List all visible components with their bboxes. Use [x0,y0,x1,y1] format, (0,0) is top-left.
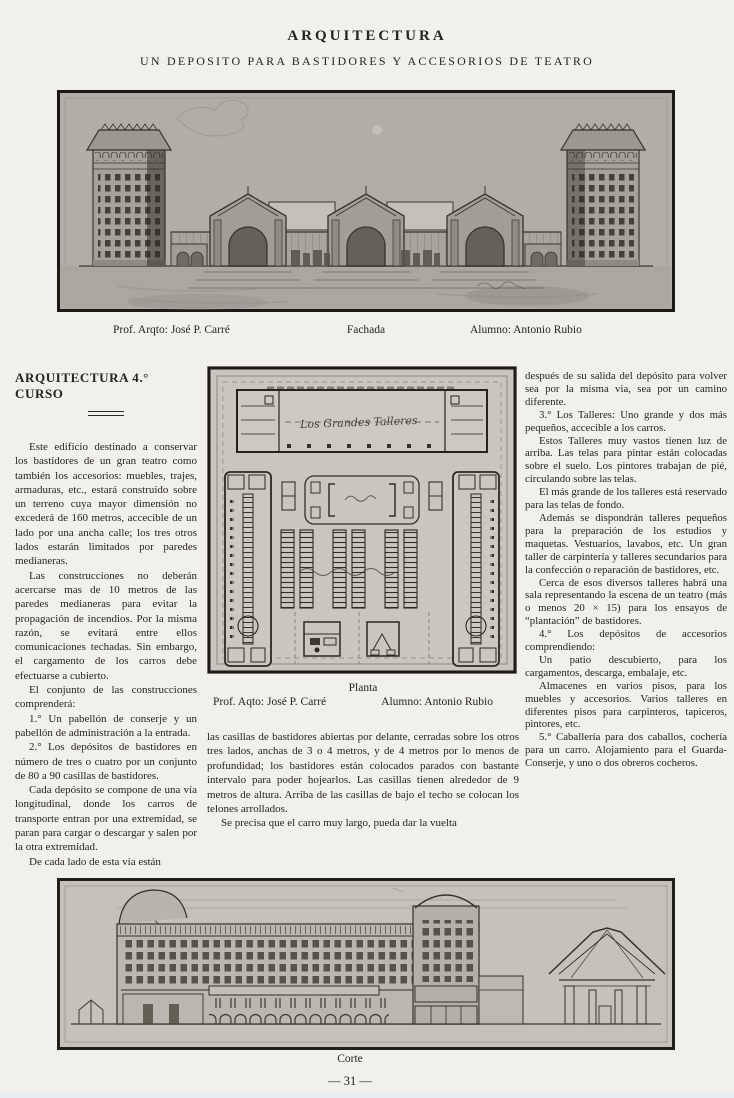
body-paragraph: El más grande de los talleres está reservado para las telas de fondo. [525,486,727,512]
middle-text-block [207,730,519,831]
body-paragraph: 3.° Los Talleres: Uno grande y dos más pequeños, accecible a los carros. [525,408,727,434]
body-paragraph: Cada depósito se compone de una vía longitudinal, donde los carros de transporte entran por una extremidad, se paran para cargar o descargar y salen por la otra extremidad. [15,784,197,854]
body-paragraph: 2.° Los depósitos de bastidores en número de tres o cuatro por un conjunto de 80 a 90 casillas de bastidores. [15,741,197,782]
plan-caption-professor: Prof. Aqto: José P. Carré [213,696,327,708]
facade-caption-title: Fachada [346,324,386,336]
facade-caption-professor: Prof. Arqto: José P. Carré [113,324,230,336]
right-tower [561,124,645,266]
plan-credits [207,695,519,709]
section-caption: Corte [337,1053,363,1065]
plan-caption-student: Alumno: Antonio Rubio [381,696,493,708]
right-column [525,366,727,869]
course-heading: ARQUITECTURA 4.° CURSO [15,370,149,401]
body-paragraph: Cerca de esos diversos talleres habrá una sala representando la escena de un teatro (más o menos 20 × 15) para los ensayos de “plantación” de bastidores. [525,576,727,628]
body-paragraph: 4.° Los depósitos de accesorios comprendiendo: [525,628,727,654]
section-drawing [57,878,675,1050]
middle-column [207,366,519,869]
talleres-block [237,388,487,452]
article-subtitle: UN DEPOSITO PARA BASTIDORES Y ACCESORIOS DE TEATRO [140,54,594,68]
body-paragraph: Un patio descubierto, para los cargamentos, descarga, embalaje, etc. [525,653,727,679]
body-paragraph: Estos Talleres muy vastos tienen luz de arriba. Las telas para pintar están colocadas sobre el suelo. Los pintores trabajan de pié, circulando sobre las telas. [525,434,727,486]
left-tower [87,124,171,266]
page-title: ARQUITECTURA [287,28,447,44]
plan-caption-title: Planta [348,682,378,694]
facade-caption-student: Alumno: Antonio Rubio [470,324,582,336]
body-paragraph: después de su salida del depósito para volver sea por la misma via, sea por un camino diferente. [525,370,727,408]
article-columns [15,366,727,869]
body-paragraph: 5.° Caballería para dos caballos, cochería para un carro. Alojamiento para el Guarda-Conserje, y uno o dos obreros cocheros. [525,731,727,770]
section-figure [57,878,675,1050]
facade-caption [57,324,675,340]
body-paragraph: Las construcciones no deberán acercarse mas de 10 metros de las paredes medianeras para evitar la propagación de incendios. Por la misma razón, se evitará entre ellos comunicaciones techadas. Sin embargo, el cargamento de los carros debe efectuarse a cubierto. [15,569,197,682]
body-paragraph: las casillas de bastidores abiertas por delante, cerradas sobre los otros tres lados, anchas de 3 o 4 metros, y de 4 metros por lo menos de profundidad; los bastidores están colocados parados con bastante intervalo para poder hojearlos. Las casillas tienen alrededor de 9 metros de altura. Arriba de las casillas de bajo el techo se colocan los telones arrollados. [207,731,519,816]
page-number: — 31 — [328,1074,372,1088]
body-paragraph: 1.° Un pabellón de conserje y un pabellón de administración a la entrada. [15,712,197,739]
body-paragraph: Se precisa que el carro muy largo, pueda dar la vuelta [221,817,457,830]
body-paragraph: Almacenes en varios pisos, para los muebles y accesorios. Varios talleres en diferentes pisos para carpinteros, tapiceros, pintores, etc. [525,679,727,731]
plan-figure [207,366,519,674]
facade-figure [57,90,675,312]
talleres-handwritten-label: Los Grandes Talleres [299,413,418,432]
left-column [15,366,197,869]
facade-drawing [57,90,675,312]
body-paragraph: De cada lado de esta vía están [29,855,161,868]
scan-edge-band [0,1093,734,1098]
plan-drawing [207,366,517,674]
body-paragraph: Este edificio destinado a conservar los bastidores de un gran teatro como también los accesorios: muebles, trajes, armaduras, etc., estará construido sobre un terreno cuya mayor dimensión no excederá de 160 metros, accecible de un lado por una ancha calle; los tres otros lados estarán limitados por paredes medianeras. [15,441,197,568]
body-paragraph: El conjunto de las construcciones comprenderá: [15,684,197,711]
body-paragraph: Además se dispondrán talleres pequeños para la preparación de los estudios y maquetas. Vestuarios, lavabos, etc. Un gran taller de carpintería y talleres secundarios para la confección o reparación de bastidores, etc. [525,511,727,576]
heading-rule [88,411,124,416]
